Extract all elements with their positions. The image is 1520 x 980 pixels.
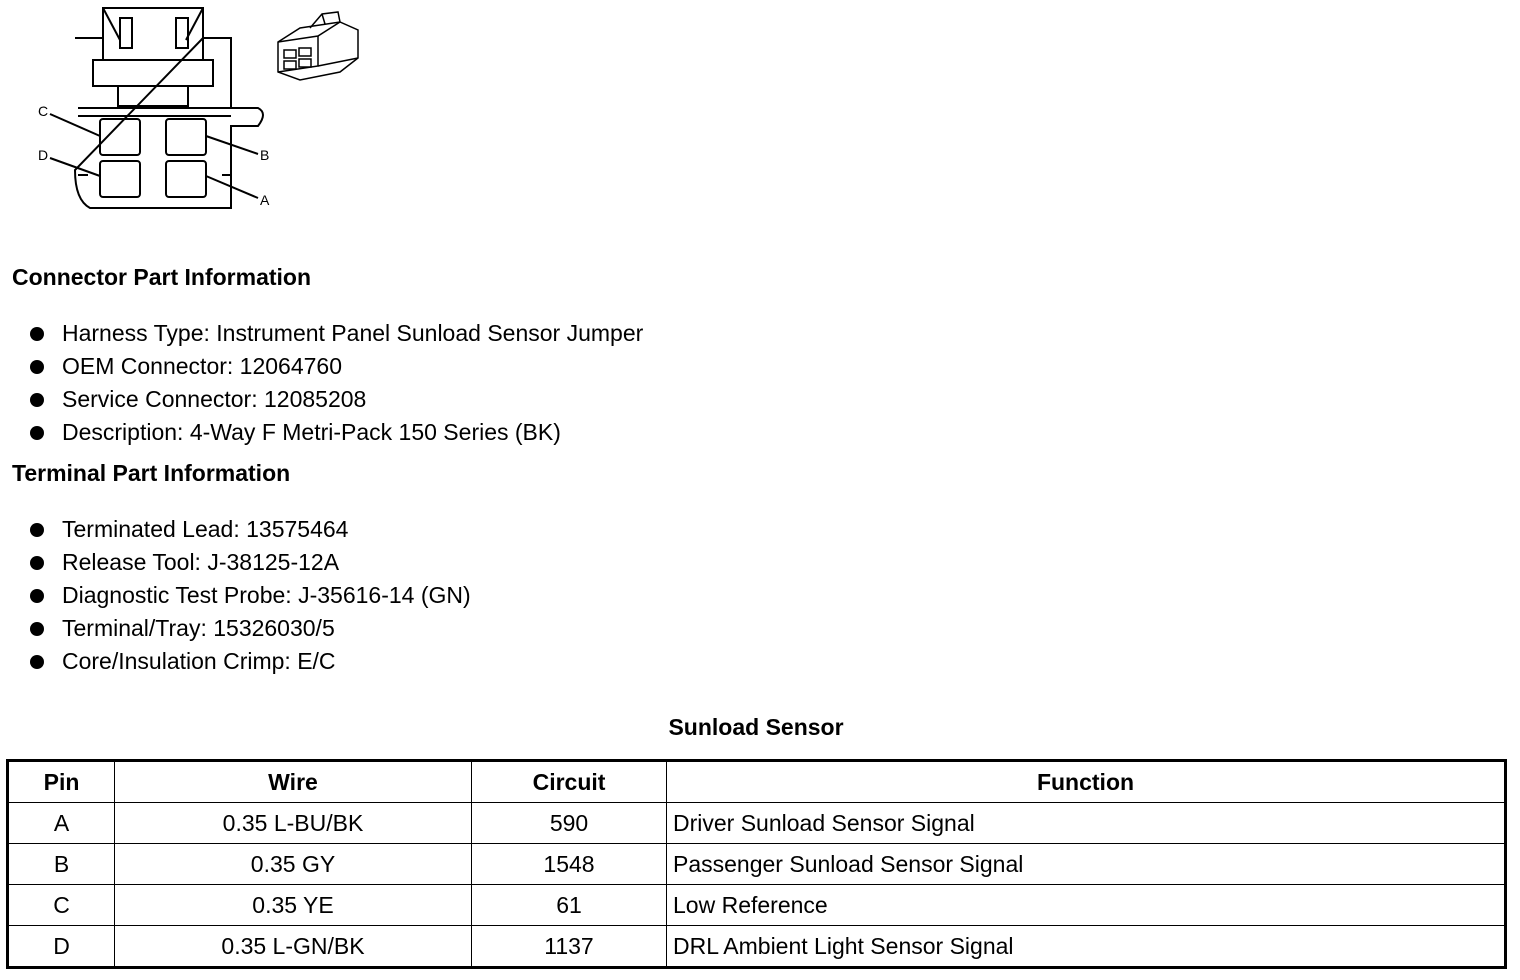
cell-circuit: 1137 <box>472 926 667 968</box>
cell-pin: D <box>8 926 115 968</box>
list-item: OEM Connector: 12064760 <box>28 350 643 383</box>
list-item: Terminated Lead: 13575464 <box>28 513 471 546</box>
table-row <box>8 844 1506 885</box>
list-item: Description: 4-Way F Metri-Pack 150 Series (BK) <box>28 416 643 449</box>
cell-wire: 0.35 L-BU/BK <box>115 803 472 844</box>
cell-circuit: 590 <box>472 803 667 844</box>
bullet-icon <box>30 523 44 537</box>
list-item: Core/Insulation Crimp: E/C <box>28 645 471 678</box>
connector-face-diagram <box>0 0 400 230</box>
cell-wire: 0.35 YE <box>115 885 472 926</box>
bullet-icon <box>30 360 44 374</box>
pinout-table <box>6 759 1507 969</box>
cell-wire: 0.35 L-GN/BK <box>115 926 472 968</box>
list-item: Release Tool: J-38125-12A <box>28 546 471 579</box>
cell-function: Driver Sunload Sensor Signal <box>667 803 1506 844</box>
pin-label-b: B <box>260 147 270 163</box>
table-header-row <box>8 761 1506 803</box>
cavity-d <box>100 161 140 197</box>
connector-part-info-heading: Connector Part Information <box>12 264 312 290</box>
bullet-icon <box>30 655 44 669</box>
bullet-icon <box>30 556 44 570</box>
bullet-icon <box>30 327 44 341</box>
terminal-part-info-list <box>28 513 471 678</box>
connector-part-info-list <box>28 317 643 449</box>
list-item: Harness Type: Instrument Panel Sunload Sensor Jumper <box>28 317 643 350</box>
cell-function: DRL Ambient Light Sensor Signal <box>667 926 1506 968</box>
bullet-icon <box>30 589 44 603</box>
cell-circuit: 1548 <box>472 844 667 885</box>
connector-body <box>50 8 263 208</box>
connector-iso-view <box>278 12 358 80</box>
table-row <box>8 926 1506 968</box>
cell-pin: A <box>8 803 115 844</box>
cell-wire: 0.35 GY <box>115 844 472 885</box>
list-item: Diagnostic Test Probe: J-35616-14 (GN) <box>28 579 471 612</box>
cell-pin: C <box>8 885 115 926</box>
bullet-icon <box>30 622 44 636</box>
cavity-b <box>166 119 206 155</box>
pin-label-d: D <box>38 147 49 163</box>
cell-function: Low Reference <box>667 885 1506 926</box>
table-row <box>8 803 1506 844</box>
header-pin: Pin <box>8 761 115 803</box>
terminal-part-info-heading: Terminal Part Information <box>12 460 291 486</box>
cell-circuit: 61 <box>472 885 667 926</box>
header-wire: Wire <box>115 761 472 803</box>
bullet-icon <box>30 393 44 407</box>
header-circuit: Circuit <box>472 761 667 803</box>
cavity-a <box>166 161 206 197</box>
pin-label-c: C <box>38 103 49 119</box>
table-title: Sunload Sensor <box>668 714 844 740</box>
bullet-icon <box>30 426 44 440</box>
pin-label-a: A <box>260 192 270 208</box>
list-item: Terminal/Tray: 15326030/5 <box>28 612 471 645</box>
cell-function: Passenger Sunload Sensor Signal <box>667 844 1506 885</box>
list-item: Service Connector: 12085208 <box>28 383 643 416</box>
header-function: Function <box>667 761 1506 803</box>
table-row <box>8 885 1506 926</box>
cell-pin: B <box>8 844 115 885</box>
